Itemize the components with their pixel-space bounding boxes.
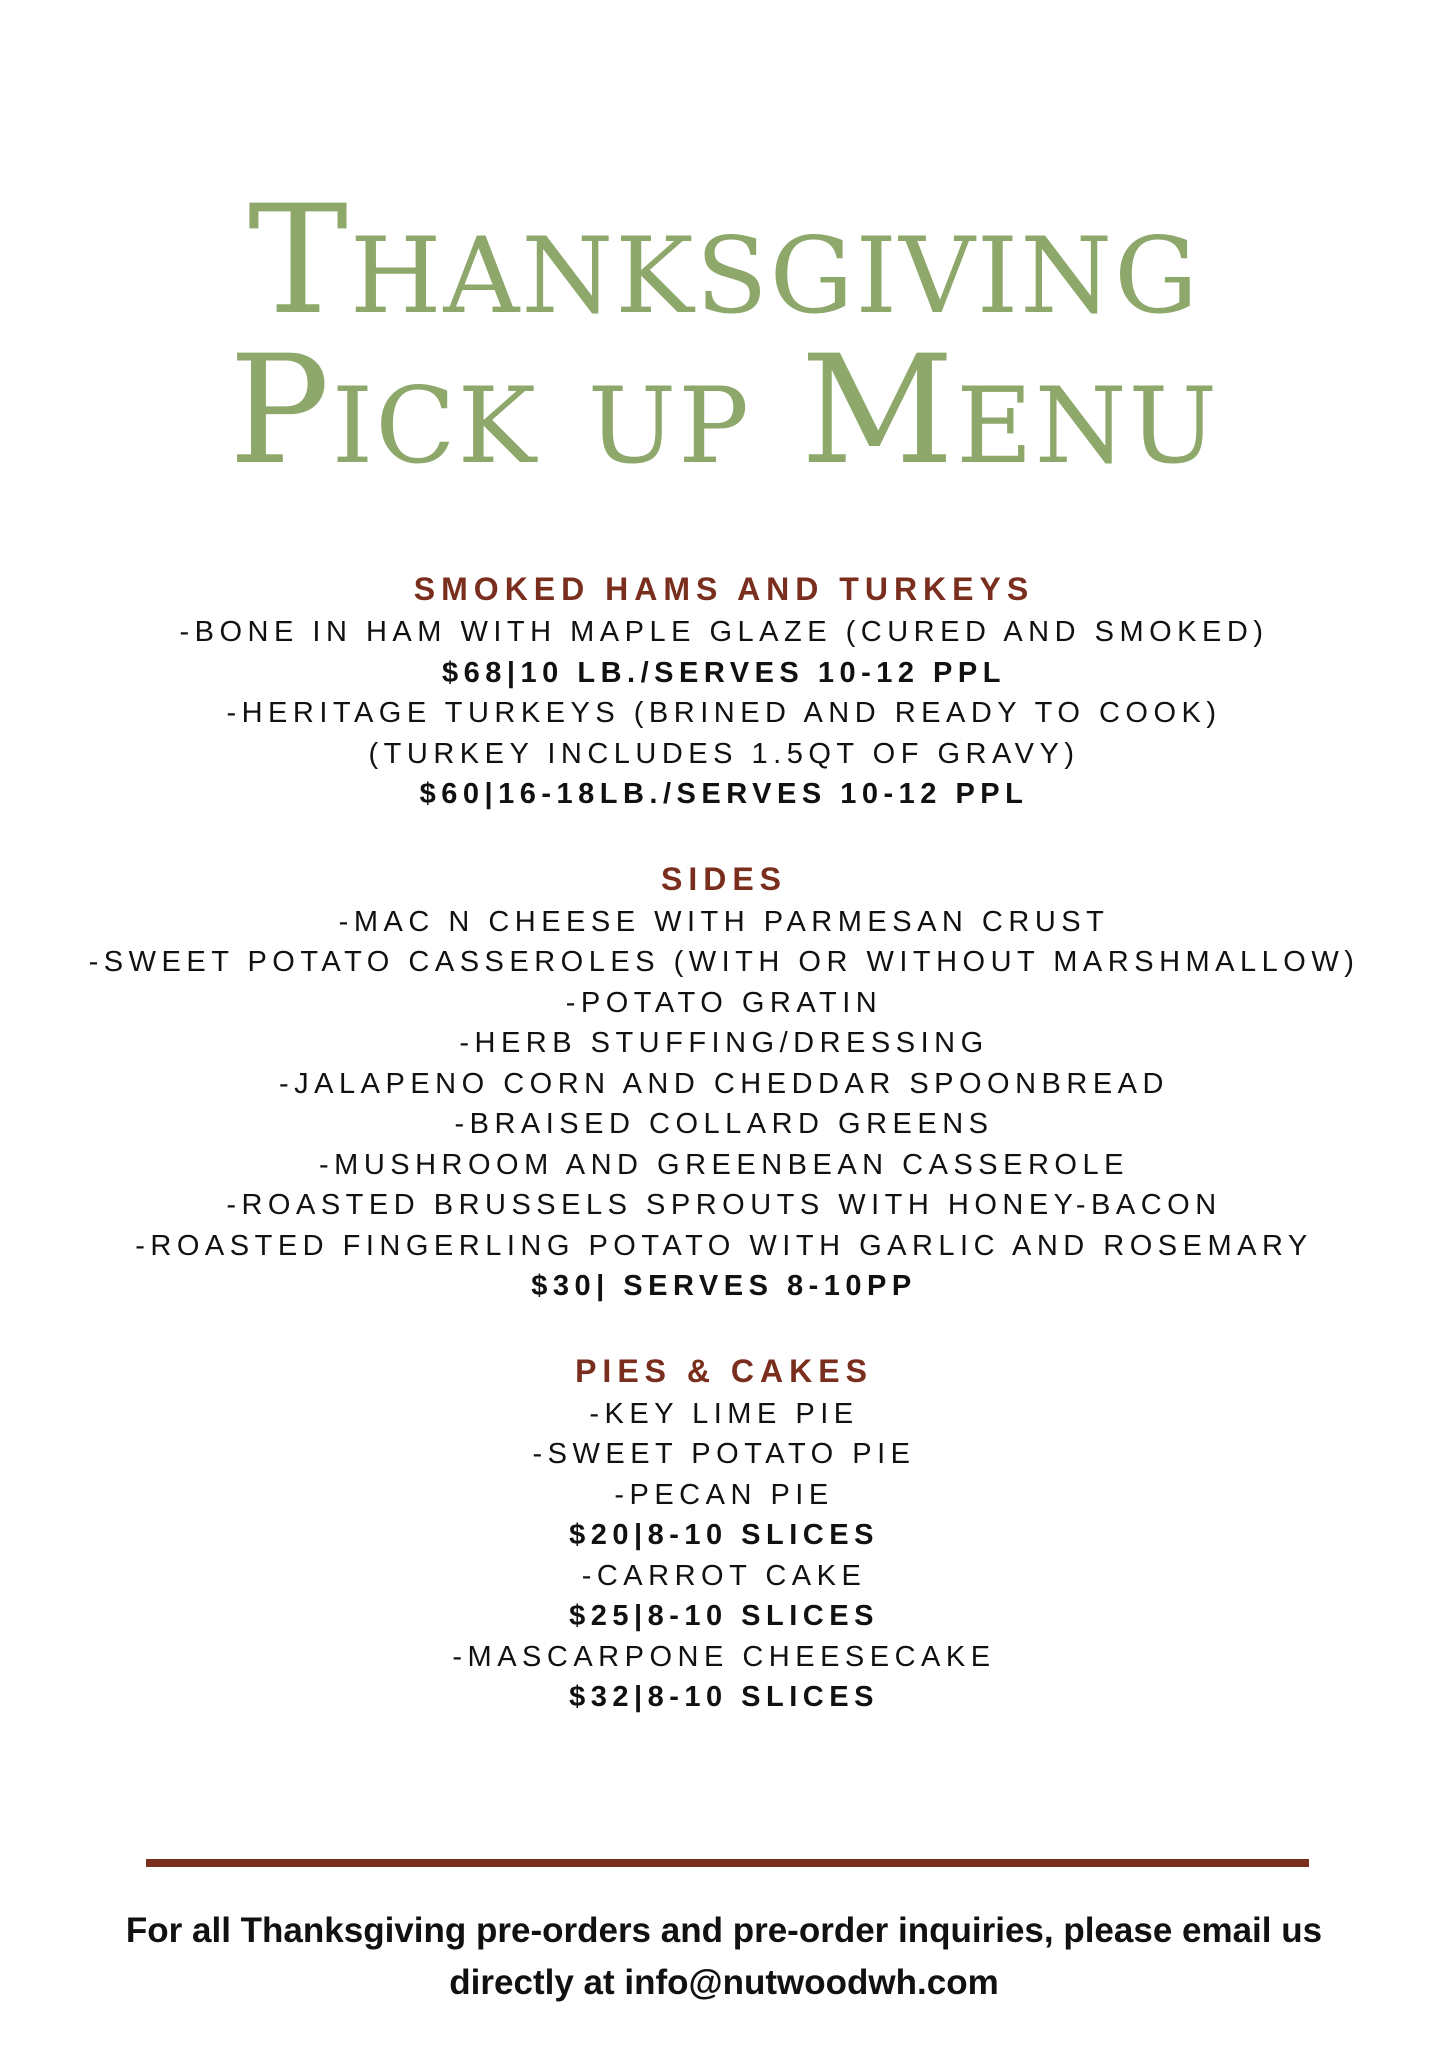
menu-item: -POTATO GRATIN bbox=[565, 986, 883, 1019]
menu-section bbox=[0, 1349, 1448, 1718]
menu-item: -HERITAGE TURKEYS (BRINED AND READY TO COOK) bbox=[226, 697, 1222, 729]
menu-item: -HERB STUFFING/DRESSING bbox=[459, 1027, 989, 1059]
menu-price: $32|8-10 SLICES bbox=[569, 1681, 879, 1713]
section-heading: PIES & CAKES bbox=[575, 1352, 873, 1389]
menu-section bbox=[0, 857, 1448, 1307]
menu-price: $25|8-10 SLICES bbox=[569, 1600, 879, 1632]
footer-divider bbox=[146, 1859, 1309, 1867]
menu-item: -CARROT CAKE bbox=[581, 1559, 867, 1592]
section-heading: SIDES bbox=[660, 860, 788, 897]
menu-price: $30| SERVES 8-10PP bbox=[531, 1270, 917, 1302]
menu-price: $60|16-18LB./SERVES 10-12 PPL bbox=[419, 778, 1029, 810]
footer-note bbox=[0, 1905, 1448, 2009]
menu-item: -MAC N CHEESE WITH PARMESAN CRUST bbox=[338, 905, 1110, 938]
menu-item: -PECAN PIE bbox=[614, 1478, 834, 1511]
menu-item: -SWEET POTATO CASSEROLES (WITH OR WITHOUT MARSHMALLOW) bbox=[88, 946, 1360, 978]
section-heading: SMOKED HAMS AND TURKEYS bbox=[413, 571, 1035, 607]
title-line-2: Pick up Menu bbox=[228, 324, 1220, 499]
menu-item: -MASCARPONE CHEESECAKE bbox=[452, 1640, 996, 1673]
menu-item: -ROASTED FINGERLING POTATO WITH GARLIC AND ROSEMARY bbox=[135, 1229, 1313, 1262]
menu-item: -BRAISED COLLARD GREENS bbox=[454, 1108, 994, 1140]
menu-item: -JALAPENO CORN AND CHEDDAR SPOONBREAD bbox=[279, 1067, 1169, 1100]
menu-body bbox=[0, 567, 1448, 1718]
menu-item: -ROASTED BRUSSELS SPROUTS WITH HONEY-BACON bbox=[226, 1189, 1222, 1221]
menu-item: -MUSHROOM AND GREENBEAN CASSEROLE bbox=[319, 1148, 1129, 1181]
menu-title bbox=[0, 174, 1448, 499]
menu-section bbox=[0, 567, 1448, 815]
menu-price: $20|8-10 SLICES bbox=[569, 1519, 879, 1551]
footer-line-2: directly at info@nutwoodwh.com bbox=[449, 1963, 999, 2002]
menu-item: -SWEET POTATO PIE bbox=[532, 1438, 916, 1470]
menu-item: -BONE IN HAM WITH MAPLE GLAZE (CURED AND SMOKED) bbox=[179, 616, 1269, 648]
menu-item: -KEY LIME PIE bbox=[589, 1397, 859, 1430]
title-line-1: Thanksgiving bbox=[247, 174, 1201, 349]
menu-item: (TURKEY INCLUDES 1.5QT OF GRAVY) bbox=[368, 737, 1080, 770]
menu-price: $68|10 LB./SERVES 10-12 PPL bbox=[442, 656, 1006, 689]
footer-line-1: For all Thanksgiving pre-orders and pre-order inquiries, please email us bbox=[125, 1911, 1323, 1950]
